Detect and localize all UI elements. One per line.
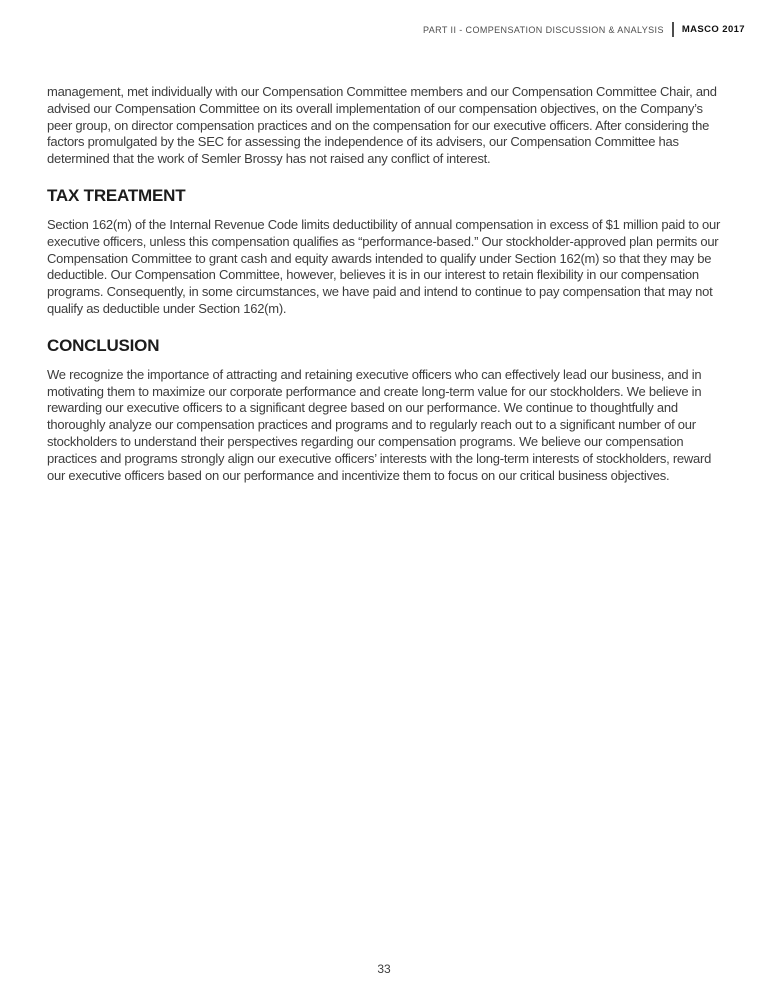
section-heading-conclusion: CONCLUSION [47,335,160,355]
conclusion-paragraph: We recognize the importance of attracting and retaining executive officers who can effectively lead our business, and in motivating them to maximize our corporate performance and create long-term value for our stockholders. We believe in rewarding our executive officers to a significant degree based on our performance. We continue to thoughtfully and thoroughly analyze our compensation practices and programs and to regularly reach out to a significant number of our stockholders to understand their perspectives regarding our compensation programs. We believe our compensation practices and programs strongly align our executive officers’ interests with the long-term interests of stockholders, reward our executive officers based on our performance and incentivize them to focus on our critical business objectives. [47,366,712,483]
page-number: 33 [377,962,391,976]
running-header [423,22,745,37]
header-section-label: PART II - COMPENSATION DISCUSSION & ANALYSIS [423,24,664,35]
header-divider [672,22,674,37]
page-content [47,84,723,484]
tax-treatment-paragraph: Section 162(m) of the Internal Revenue Code limits deductibility of annual compensation in excess of $1 million paid to our executive officers, unless this compensation qualifies as “performance-based.” Our stockholder-approved plan permits our Compensation Committee to grant cash and equity awards intended to qualify under Section 162(m) so that they may be deductible. Our Compensation Committee, however, believes it is in our interest to retain flexibility in our compensation programs. Consequently, in some circumstances, we have paid and intend to continue to pay compensation that may not qualify as deductible under Section 162(m). [47,216,721,316]
header-brand-label: MASCO 2017 [681,24,745,35]
page-footer [0,960,768,978]
intro-paragraph: management, met individually with our Compensation Committee members and our Compensation Committee Chair, and advised our Compensation Committee on its overall implementation of our compensation objectives, on the Company’s peer group, on director compensation practices and on the compensation for our executive officers. After considering the factors promulgated by the SEC for assessing the independence of its advisers, our Compensation Committee has determined that the work of Semler Brossy has not raised any conflict of interest. [47,84,717,167]
section-heading-tax-treatment: TAX TREATMENT [47,185,186,205]
